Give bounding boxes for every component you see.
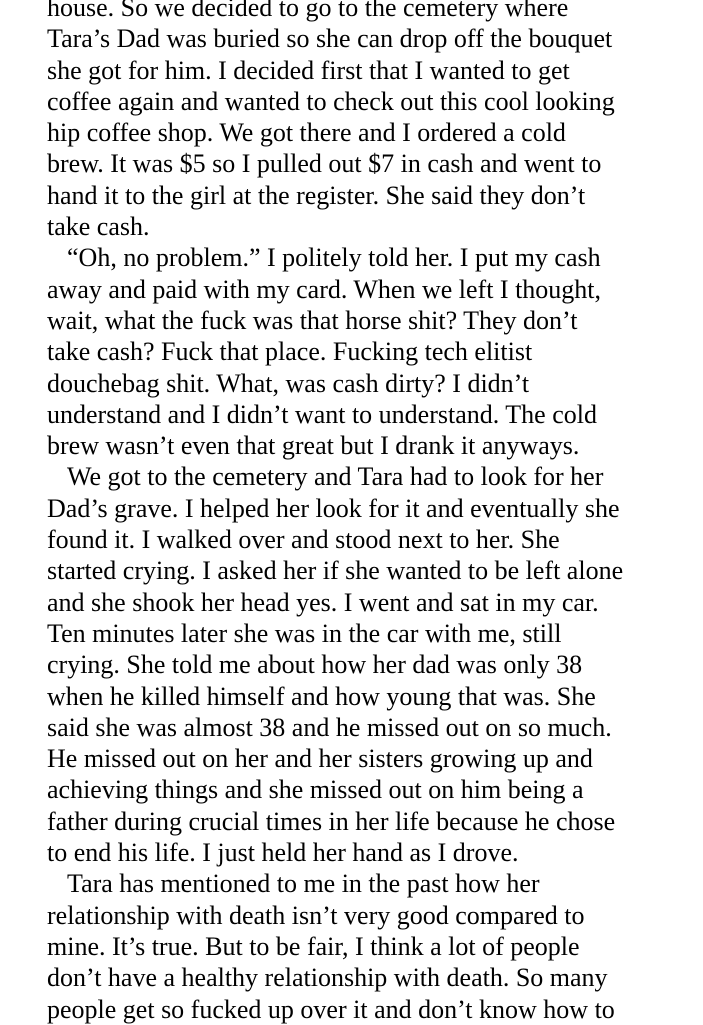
text-line: take cash.: [47, 212, 150, 242]
text-line: house. So we decided to go to the cemetery where: [47, 0, 569, 22]
text-line: to end his life. I just held her hand as I drove.: [47, 838, 519, 868]
text-line: wait, what the fuck was that horse shit? They don’t: [47, 305, 578, 335]
text-line: understand and I didn’t want to understand. The cold: [47, 399, 597, 429]
text-line: started crying. I asked her if she wanted to be left alone: [47, 556, 624, 586]
document-page: [47, 0, 697, 1025]
text-line: away and paid with my card. When we left I thought,: [47, 274, 602, 304]
text-line: Dad’s grave. I helped her look for it and eventually she: [47, 493, 620, 523]
text-line: douchebag shit. What, was cash dirty? I didn’t: [47, 368, 530, 398]
text-line: brew wasn’t even that great but I drank it anyways.: [47, 431, 580, 461]
text-line: said she was almost 38 and he missed out on so much.: [47, 712, 612, 742]
text-line: achieving things and she missed out on him being a: [47, 775, 584, 805]
text-line: Ten minutes later she was in the car with me, still: [47, 618, 562, 648]
text-line: Tara’s Dad was buried so she can drop off the bouquet: [47, 24, 613, 54]
text-line: He missed out on her and her sisters growing up and: [47, 744, 593, 774]
text-line: and she shook her head yes. I went and sat in my car.: [47, 587, 599, 617]
text-line: she got for him. I decided first that I wanted to get: [47, 55, 570, 85]
text-line: hand it to the girl at the register. She said they don’t: [47, 180, 586, 210]
text-line: coffee again and wanted to check out this cool looking: [47, 86, 615, 116]
text-line: don’t have a healthy relationship with death. So many: [47, 963, 608, 993]
text-line: when he killed himself and how young that was. She: [47, 681, 596, 711]
paragraph-first-line: Tara has mentioned to me in the past how her: [67, 869, 540, 899]
text-line: people get so fucked up over it and don’t know how to: [47, 994, 615, 1024]
text-line: found it. I walked over and stood next to her. She: [47, 525, 560, 555]
text-line: crying. She told me about how her dad was only 38: [47, 650, 583, 680]
text-line: hip coffee shop. We got there and I ordered a cold: [47, 118, 566, 148]
text-line: brew. It was $5 so I pulled out $7 in cash and went to: [47, 149, 602, 179]
text-line: father during crucial times in her life because he chose: [47, 806, 616, 836]
paragraph-first-line: We got to the cemetery and Tara had to look for her: [67, 462, 604, 492]
paragraph-first-line: “Oh, no problem.” I politely told her. I put my cash: [67, 243, 601, 273]
text-line: relationship with death isn’t very good compared to: [47, 900, 585, 930]
text-line: take cash? Fuck that place. Fucking tech elitist: [47, 337, 533, 367]
text-line: mine. It’s true. But to be fair, I think a lot of people: [47, 931, 580, 961]
